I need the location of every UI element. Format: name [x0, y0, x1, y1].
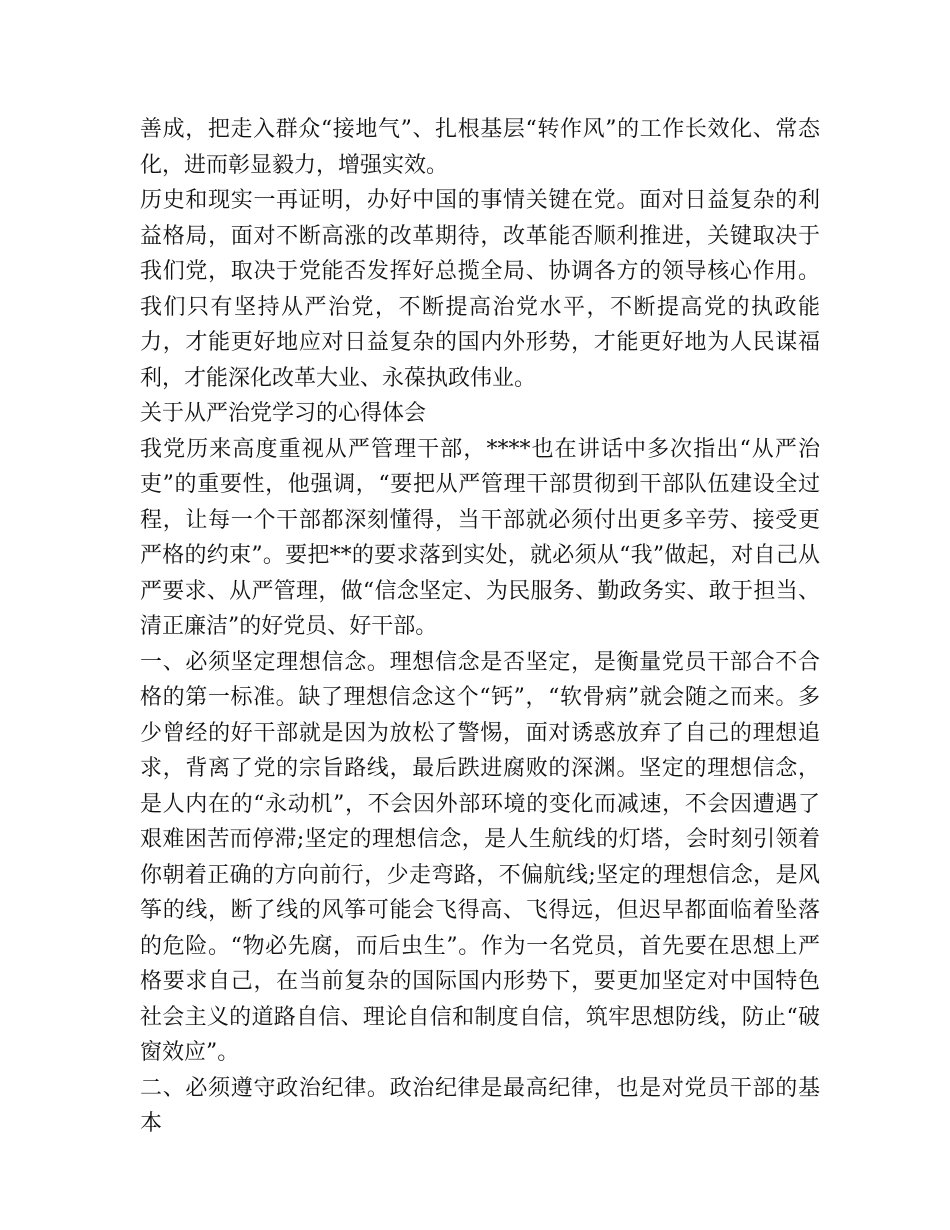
paragraph-intro: 我党历来高度重视从严管理干部，****也在讲话中多次指出“从严治吏”的重要性，他强调，“要把从严管理干部贯彻到干部队伍建设全过程，让每一个干部都深刻懂得，当干部就必须付出更多辛劳、接受更严格的约束”。要把**的要求落到实处，就必须从“我”做起，对自己从严要求、从严管理，做“信念坚定、为民服务、勤政务实、敢于担当、清正廉洁”的好党员、好干部。 — [140, 436, 820, 639]
paragraph-point-one: 一、必须坚定理想信念。理想信念是否坚定，是衡量党员干部合不合格的第一标准。缺了理想信念这个“钙”，“软骨病”就会随之而来。多少曾经的好干部就是因为放松了警惕，面对诱惑放弃了自己的理想追求，背离了党的宗旨路线，最后跌进腐败的深渊。坚定的理想信念，是人内在的“永动机”，不会因外部环境的变化而减速，不会因遭遇了艰难困苦而停滞;坚定的理想信念，是人生航线的灯塔，会时刻引领着你朝着正确的方向前行，少走弯路，不偏航线;坚定的理想信念，是风筝的线，断了线的风筝可能会飞得高、飞得远，但迟早都面临着坠落的危险。“物必先腐，而后虫生”。作为一名党员，首先要在思想上严格要求自己，在当前复杂的国际国内形势下，要更加坚定对中国特色社会主义的道路自信、理论自信和制度自信，筑牢思想防线，防止“破窗效应”。 — [140, 649, 820, 1065]
paragraph-continuation: 善成，把走入群众“接地气”、扎根基层“转作风”的工作长效化、常态化，进而彰显毅力，增强实效。 — [140, 117, 820, 178]
section-title: 关于从严治党学习的心得体会 — [140, 401, 427, 426]
paragraph-history-reality: 历史和现实一再证明，办好中国的事情关键在党。面对日益复杂的利益格局，面对不断高涨的改革期待，改革能否顺利推进，关键取决于我们党，取决于党能否发挥好总揽全局、协调各方的领导核心作用。我们只有坚持从严治党，不断提高治党水平，不断提高党的执政能力，才能更好地应对日益复杂的国内外形势，才能更好地为人民谋福利，才能深化改革大业、永葆执政伟业。 — [140, 188, 820, 391]
document-body — [140, 112, 820, 1142]
paragraph-point-two: 二、必须遵守政治纪律。政治纪律是最高纪律，也是对党员干部的基本 — [140, 1075, 820, 1136]
